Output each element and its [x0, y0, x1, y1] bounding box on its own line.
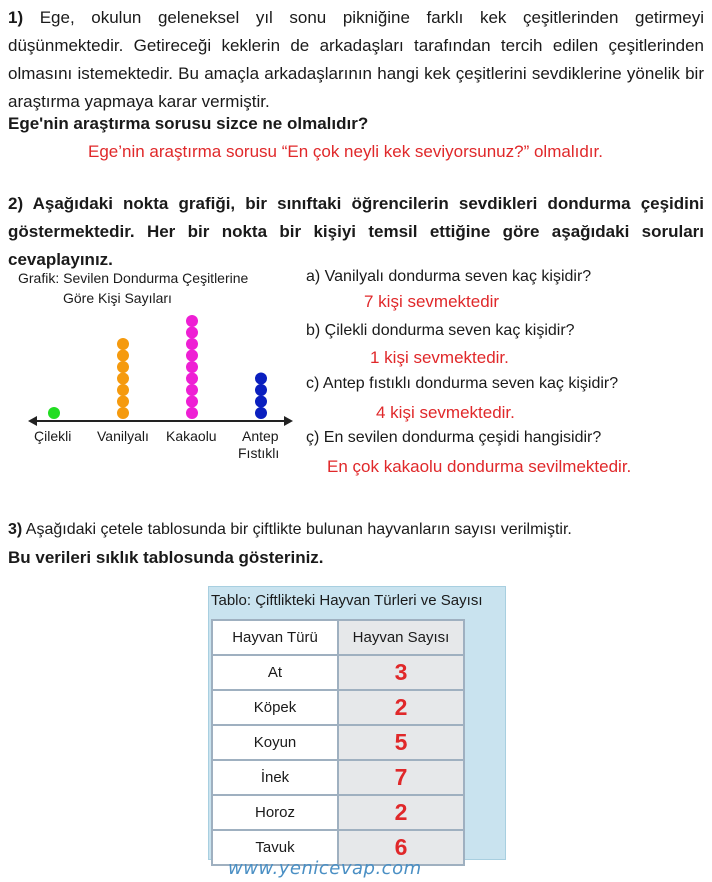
label-cilekli: Çilekli — [34, 428, 72, 444]
dot-antep-fıstıklı — [255, 396, 267, 408]
dot-kakaolu — [186, 361, 198, 373]
table-row — [212, 725, 464, 760]
dot-kakaolu — [186, 396, 198, 408]
count-value: 2 — [394, 799, 408, 825]
table-header-row — [212, 620, 464, 655]
count-value: 6 — [394, 834, 408, 860]
q1-body: Ege, okulun geleneksel yıl sonu pikniğine farklı kek çeşitlerinden getirmeyi düşünmektedir. Getireceği keklerin de arkadaşları tarafından tercih edilen çeşitlerinden olmasını istemektedir. Bu amaçla arkadaşlarının hangi kek çeşitlerini sevdiklerine yönelik bir araştırma yapmaya karar vermiştir. — [8, 8, 704, 111]
axis-arrow-right — [284, 416, 293, 426]
cell-animal: Tavuk — [212, 830, 338, 865]
table-row — [212, 690, 464, 725]
table-row — [212, 760, 464, 795]
cell-animal: Köpek — [212, 690, 338, 725]
q2c2-question: ç) En sevilen dondurma çeşidi hangisidir? — [306, 429, 602, 446]
dot-vanilyalı — [117, 384, 129, 396]
cell-count — [338, 655, 464, 690]
dot-kakaolu — [186, 350, 198, 362]
table-title: Tablo: Çiftlikteki Hayvan Türleri ve Sayısı — [211, 592, 483, 609]
dot-antep-fıstıklı — [255, 373, 267, 385]
dot-chart — [0, 262, 300, 472]
dot-kakaolu — [186, 315, 198, 327]
dot-kakaolu — [186, 338, 198, 350]
label-antep: Antep — [242, 428, 279, 444]
cell-animal: Koyun — [212, 725, 338, 760]
cell-count — [338, 795, 464, 830]
q2c-question: c) Antep fıstıklı dondurma seven kaç kişidir? — [306, 375, 619, 392]
axis-arrow-left — [28, 416, 37, 426]
dot-kakaolu — [186, 407, 198, 419]
dot-vanilyalı — [117, 338, 129, 350]
cell-count — [338, 690, 464, 725]
dot-antep-fıstıklı — [255, 407, 267, 419]
dot-kakaolu — [186, 373, 198, 385]
dot-vanilyalı — [117, 407, 129, 419]
table-row — [212, 655, 464, 690]
dot-kakaolu — [186, 384, 198, 396]
count-value: 5 — [394, 729, 408, 755]
q2-text: 2) Aşağıdaki nokta grafiği, bir sınıftaki öğrencilerin sevdikleri dondurma çeşidini göstermektedir. Her bir nokta bir kişiyi temsil ettiğine göre aşağıdaki soruları cevaplayınız. — [8, 194, 704, 269]
q3-text — [8, 521, 572, 539]
dot-vanilyalı — [117, 361, 129, 373]
q2a-question: a) Vanilyalı dondurma seven kaç kişidir? — [306, 268, 592, 285]
q3-body: Aşağıdaki çetele tablosunda bir çiftlikte bulunan hayvanların sayısı verilmiştir. — [25, 521, 572, 538]
dot-antep-fıstıklı — [255, 384, 267, 396]
chart-title-line2: Göre Kişi Sayıları — [63, 290, 172, 306]
frequency-table — [211, 619, 465, 866]
q2c2-answer: En çok kakaolu dondurma sevilmektedir. — [327, 457, 632, 476]
cell-count — [338, 760, 464, 795]
dot-vanilyalı — [117, 373, 129, 385]
label-vanilyali: Vanilyalı — [97, 428, 149, 444]
cell-animal: At — [212, 655, 338, 690]
dot-kakaolu — [186, 327, 198, 339]
q2b-answer: 1 kişi sevmektedir. — [370, 348, 509, 367]
chart-title: Grafik: Sevilen Dondurma Çeşitlerine — [18, 270, 249, 286]
header-animal: Hayvan Türü — [212, 620, 338, 655]
q2b-question: b) Çilekli dondurma seven kaç kişidir? — [306, 322, 575, 339]
q3-number: 3) — [8, 521, 23, 538]
label-fistikli: Fıstıklı — [238, 445, 280, 461]
q3-instruction: Bu verileri sıklık tablosunda gösteriniz. — [8, 548, 324, 567]
q1-answer: Ege’nin araştırma sorusu “En çok neyli kek seviyorsunuz?” olmalıdır. — [88, 142, 603, 161]
q1-number: 1) — [8, 8, 24, 27]
q1-question: Ege'nin araştırma sorusu sizce ne olmalıdır? — [8, 114, 369, 133]
dot-vanilyalı — [117, 396, 129, 408]
count-value: 2 — [394, 694, 408, 720]
frequency-table-panel — [208, 586, 506, 860]
q2a-answer: 7 kişi sevmektedir — [364, 292, 500, 311]
cell-animal: İnek — [212, 760, 338, 795]
table-row — [212, 795, 464, 830]
header-count: Hayvan Sayısı — [338, 620, 464, 655]
count-value: 7 — [394, 764, 408, 790]
cell-animal: Horoz — [212, 795, 338, 830]
dot-vanilyalı — [117, 350, 129, 362]
label-kakaolu: Kakaolu — [166, 428, 217, 444]
q2c-answer: 4 kişi sevmektedir. — [376, 403, 515, 422]
dot-çilekli — [48, 407, 60, 419]
q1-text — [8, 4, 704, 116]
cell-count — [338, 725, 464, 760]
watermark: www.yenicevap.com — [228, 858, 422, 879]
count-value: 3 — [394, 659, 408, 685]
